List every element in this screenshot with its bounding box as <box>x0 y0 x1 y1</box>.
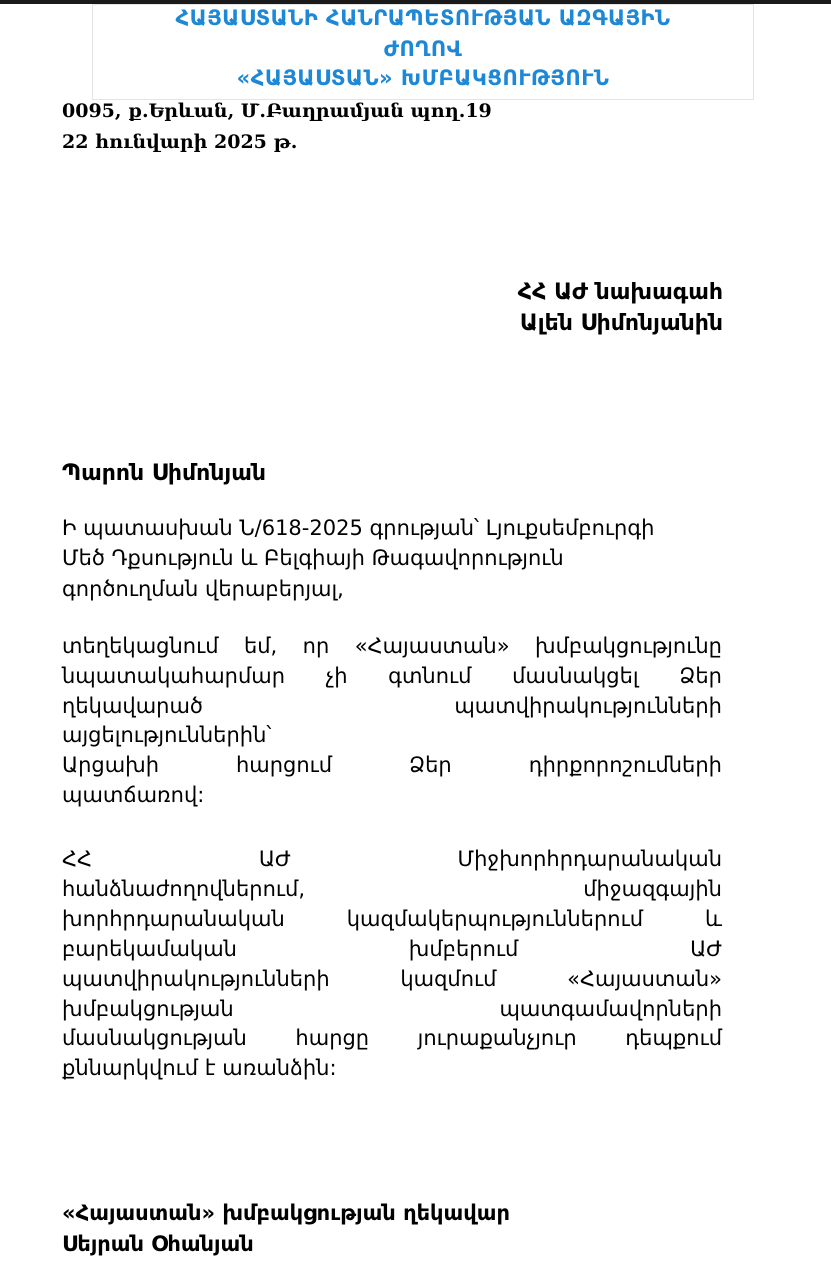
word: հարցը <box>295 1026 370 1050</box>
paragraph-3-line-5 <box>62 966 722 992</box>
paragraph-3-line-7 <box>62 1025 722 1051</box>
recipient-title: ՀՀ ԱԺ նախագահ <box>517 280 723 305</box>
paragraph-2-line-5 <box>62 752 722 778</box>
word: տեղեկացնում <box>62 634 219 658</box>
word: չի <box>325 664 348 688</box>
paragraph-3-line-3 <box>62 906 722 932</box>
paragraph-1-line-2: Մեծ Դքսություն և Բելգիայի Թագավորություն <box>62 546 564 570</box>
word: հանձնաժողովներում, <box>62 877 306 901</box>
word: նպատակահարմար <box>62 664 286 688</box>
word: ԱԺ <box>690 937 722 961</box>
recipient-name: Ալեն Սիմոնյանին <box>519 311 723 336</box>
paragraph-2-line-2 <box>62 663 722 689</box>
word: յուրաքանչյուր <box>417 1026 577 1050</box>
letterhead-line-1: ՀԱՅԱՍՏԱՆԻ ՀԱՆՐԱՊԵՏՈՒԹՅԱՆ ԱԶԳԱՅԻՆ <box>175 6 671 30</box>
word: խմբերում <box>408 937 519 961</box>
word: միջազգային <box>583 877 722 901</box>
word: բարեկամական <box>62 937 237 961</box>
word: կազմում <box>400 967 497 991</box>
paragraph-1-line-1: Ի պատասխան Ն/618-2025 գրության՝ Լյուքսեմբուրգի <box>62 516 655 540</box>
word: կազմակերպություններում <box>346 907 644 931</box>
letter-date: 22 հունվարի 2025 թ. <box>62 131 298 153</box>
word: պատգամավորների <box>499 997 722 1021</box>
word: Ձեր <box>409 753 452 777</box>
word: Ձեր <box>679 664 722 688</box>
word: Արցախի <box>62 753 160 777</box>
paragraph-3-line-1 <box>62 846 722 872</box>
word: որ <box>302 634 330 658</box>
paragraph-2-line-4: այցելություններին՝ <box>62 723 272 747</box>
paragraph-3-line-6 <box>62 996 722 1022</box>
sender-address: 0095, ք.Երևան, Մ.Բաղրամյան պող.19 <box>62 100 492 122</box>
paragraph-3-line-2 <box>62 876 722 902</box>
paragraph-1-line-3: գործուղման վերաբերյալ, <box>62 577 344 601</box>
word: դիրքորոշումների <box>528 753 722 777</box>
word: խմբակցության <box>62 997 234 1021</box>
word: ԱԺ <box>258 847 291 871</box>
word: «Հայաստան» <box>354 634 510 658</box>
word: «Հայաստան» <box>567 967 722 991</box>
word: դեպքում <box>625 1026 722 1050</box>
word: հարցում <box>235 753 333 777</box>
word: ղեկավարած <box>62 694 204 718</box>
signature-position: «Հայաստան» խմբակցության ղեկավար <box>62 1201 510 1225</box>
word: պատվիրակությունների <box>62 967 330 991</box>
word: Միջխորհրդարանական <box>457 847 722 871</box>
word: գտնում <box>388 664 472 688</box>
letterhead-line-2: ԺՈՂՈՎ <box>383 37 463 61</box>
paragraph-2-line-1 <box>62 633 722 659</box>
word: ՀՀ <box>62 847 93 871</box>
paragraph-2-line-3 <box>62 693 722 719</box>
word: խորհրդարանական <box>62 907 285 931</box>
paragraph-3-line-4 <box>62 936 722 962</box>
word: պատվիրակությունների <box>454 694 722 718</box>
word: և <box>704 907 722 931</box>
word: մասնակցել <box>512 664 639 688</box>
word: խմբակցությունը <box>535 634 722 658</box>
paragraph-2-line-6: պատճառով: <box>62 783 205 807</box>
letterhead-line-3: «ՀԱՅԱՍՏԱՆ» ԽՄԲԱԿՑՈՒԹՅՈՒՆ <box>236 66 610 90</box>
word: մասնակցության <box>62 1026 247 1050</box>
paragraph-3-line-8: քննարկվում է առանձին: <box>62 1056 337 1080</box>
word: եմ, <box>243 634 278 658</box>
salutation: Պարոն Սիմոնյան <box>62 461 266 486</box>
signature-name: Սեյրան Օհանյան <box>62 1232 254 1256</box>
